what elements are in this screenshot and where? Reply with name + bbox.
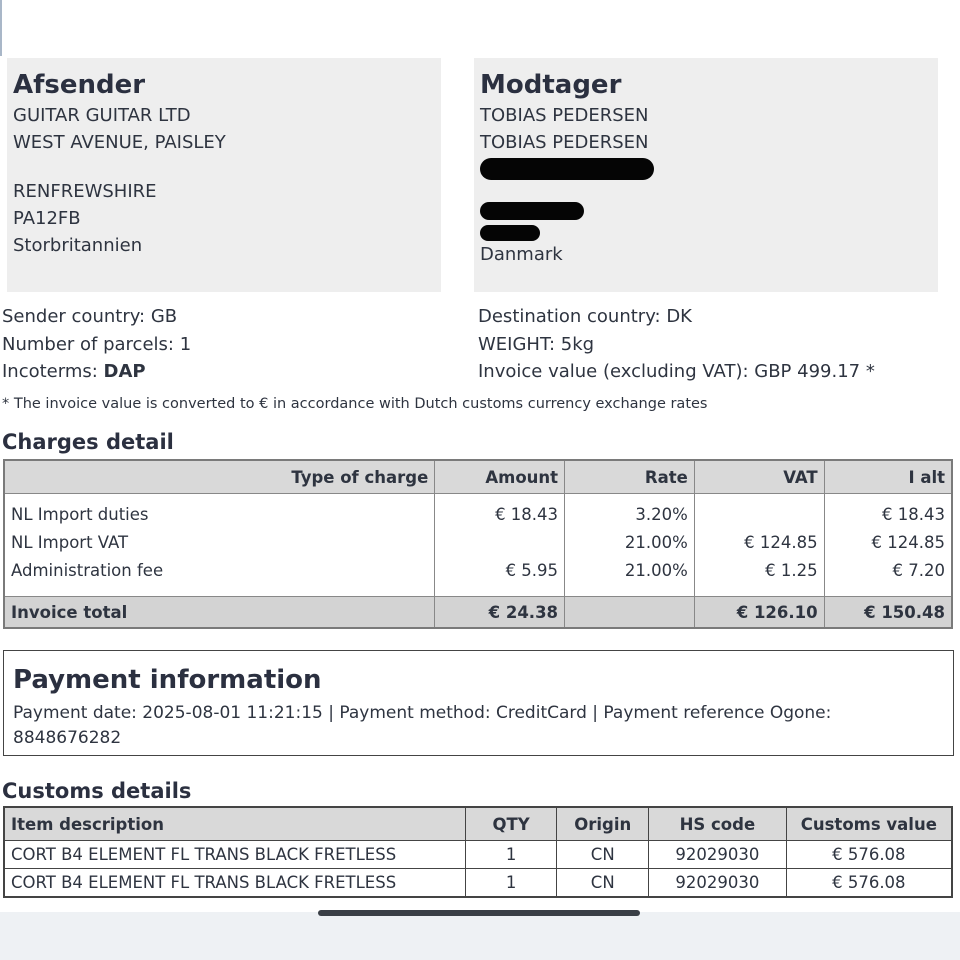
charge-type: NL Import duties: [4, 494, 435, 529]
item-origin: CN: [557, 841, 649, 869]
sender-line: Storbritannien: [13, 235, 143, 256]
item-customs-value: € 576.08: [786, 841, 952, 869]
table-row: [4, 494, 952, 529]
column-header: Rate: [565, 460, 695, 494]
charge-total: € 7.20: [824, 556, 952, 584]
column-header: HS code: [649, 807, 787, 841]
column-header: I alt: [824, 460, 952, 494]
sender-line: RENFREWSHIRE: [13, 181, 157, 202]
item-customs-value: € 576.08: [786, 869, 952, 898]
table-row: [4, 869, 952, 898]
item-hs-code: 92029030: [649, 869, 787, 898]
page-bottom-edge: [0, 912, 960, 960]
item-hs-code: 92029030: [649, 841, 787, 869]
receiver-line: TOBIAS PEDERSEN: [480, 105, 649, 126]
page-bottom-shadow: [318, 910, 640, 916]
column-header: Amount: [435, 460, 565, 494]
charges-table: [3, 459, 953, 629]
charge-type: Administration fee: [4, 556, 435, 584]
item-description: CORT B4 ELEMENT FL TRANS BLACK FRETLESS: [4, 869, 465, 898]
customs-table: [3, 806, 953, 898]
redaction-bar: [480, 225, 540, 241]
total-rate: [565, 597, 695, 629]
charge-rate: 21.00%: [565, 528, 695, 556]
sender-line: GUITAR GUITAR LTD: [13, 105, 191, 126]
column-header: Origin: [557, 807, 649, 841]
receiver-line: TOBIAS PEDERSEN: [480, 132, 649, 153]
shipment-meta-right: [478, 303, 875, 386]
table-spacer-row: [4, 584, 952, 597]
charge-total: € 18.43: [824, 494, 952, 529]
invoice-total-row: [4, 597, 952, 629]
column-header: Item description: [4, 807, 465, 841]
sender-line: PA12FB: [13, 208, 81, 229]
destination-country: Destination country: DK: [478, 306, 692, 327]
receiver-country: Danmark: [480, 244, 563, 265]
charge-vat: [694, 494, 824, 529]
charges-title: Charges detail: [2, 430, 174, 454]
number-of-parcels: Number of parcels: 1: [2, 333, 192, 355]
incoterms: Incoterms: DAP: [2, 361, 146, 382]
table-row: [4, 841, 952, 869]
currency-footnote: * The invoice value is converted to € in accordance with Dutch customs currency exchange rates: [2, 396, 708, 412]
charge-vat: € 1.25: [694, 556, 824, 584]
total-sum: € 150.48: [824, 597, 952, 629]
charge-vat: € 124.85: [694, 528, 824, 556]
payment-title: Payment information: [13, 665, 322, 695]
total-label: Invoice total: [4, 597, 435, 629]
customs-title: Customs details: [2, 779, 192, 803]
receiver-title: Modtager: [480, 70, 622, 100]
redaction-bar: [480, 158, 654, 180]
table-row: [4, 556, 952, 584]
table-row: [4, 528, 952, 556]
column-header: QTY: [465, 807, 557, 841]
payment-details: Payment date: 2025-08-01 11:21:15 | Payment method: CreditCard | Payment reference Ogone: 8848676282: [13, 703, 832, 748]
item-origin: CN: [557, 869, 649, 898]
item-qty: 1: [465, 841, 557, 869]
charge-amount: [435, 528, 565, 556]
charge-rate: 3.20%: [565, 494, 695, 529]
charge-type: NL Import VAT: [4, 528, 435, 556]
redaction-bar: [480, 202, 584, 220]
charge-rate: 21.00%: [565, 556, 695, 584]
page-edge: [0, 0, 2, 56]
weight: WEIGHT: 5kg: [478, 333, 595, 355]
table-header-row: [4, 460, 952, 494]
shipment-meta-left: [2, 303, 191, 386]
sender-line: WEST AVENUE, PAISLEY: [13, 132, 226, 153]
sender-country: Sender country: GB: [2, 306, 178, 327]
payment-information-box: [3, 650, 954, 756]
sender-title: Afsender: [13, 70, 146, 100]
table-header-row: [4, 807, 952, 841]
column-header: Type of charge: [4, 460, 435, 494]
column-header: Customs value: [786, 807, 952, 841]
item-description: CORT B4 ELEMENT FL TRANS BLACK FRETLESS: [4, 841, 465, 869]
sender-address-box: [7, 58, 441, 292]
charge-amount: € 18.43: [435, 494, 565, 529]
incoterms-value: DAP: [103, 361, 146, 382]
charge-amount: € 5.95: [435, 556, 565, 584]
charge-total: € 124.85: [824, 528, 952, 556]
invoice-value: Invoice value (excluding VAT): GBP 499.17 *: [478, 361, 875, 382]
column-header: VAT: [694, 460, 824, 494]
total-amount: € 24.38: [435, 597, 565, 629]
receiver-address-box: [474, 58, 938, 292]
item-qty: 1: [465, 869, 557, 898]
total-vat: € 126.10: [694, 597, 824, 629]
